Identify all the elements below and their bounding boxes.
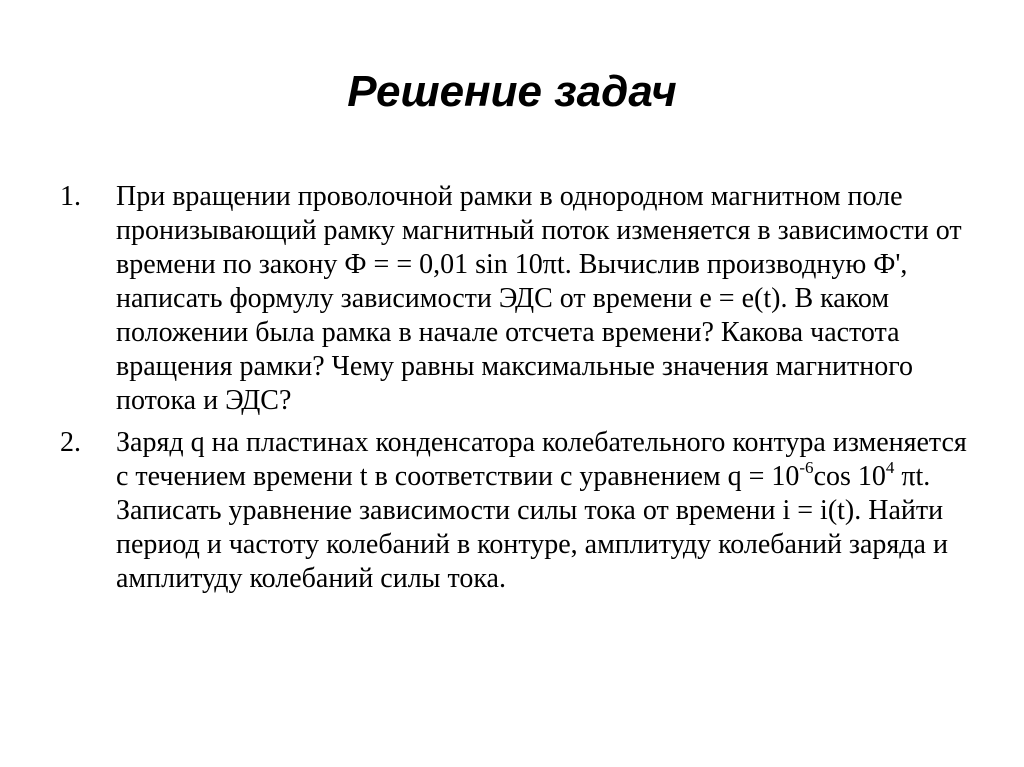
problem-text (116, 181, 962, 416)
problem-text-segment: cos 10 (813, 461, 886, 492)
slide-title: Решение задач (347, 67, 677, 116)
problem-number: 1. (60, 181, 81, 212)
problem-text-segment: Заряд q на пластинах конденсатора колебательного контура изменяется с течением времени t в соответствии с уравнением q = 10 (116, 427, 967, 492)
problem-list (60, 180, 970, 604)
exponent: 4 (885, 457, 895, 477)
problem-number: 2. (60, 427, 81, 458)
problem-text (116, 427, 967, 594)
problem-item (60, 426, 970, 596)
problem-item (60, 180, 970, 418)
exponent: -6 (799, 457, 814, 477)
problem-text-segment: При вращении проволочной рамки в однородном магнитном поле пронизывающий рамку магнитный поток изменяется в зависимости от времени по закону Ф = = 0,01 sin 10πt. Вычислив производную Ф', написать формулу зависимости ЭДС от времени е = е(t). В каком положении была рамка в начале отсчета времени? Какова частота вращения рамки? Чему равны максимальные значения магнитного потока и ЭДС? (116, 181, 962, 416)
problem-text-segment: πt. Записать уравнение зависимости силы тока от времени i = i(t). Найти период и частоту колебаний в контуре, амплитуду колебаний заряда и амплитуду колебаний силы тока. (116, 461, 948, 594)
